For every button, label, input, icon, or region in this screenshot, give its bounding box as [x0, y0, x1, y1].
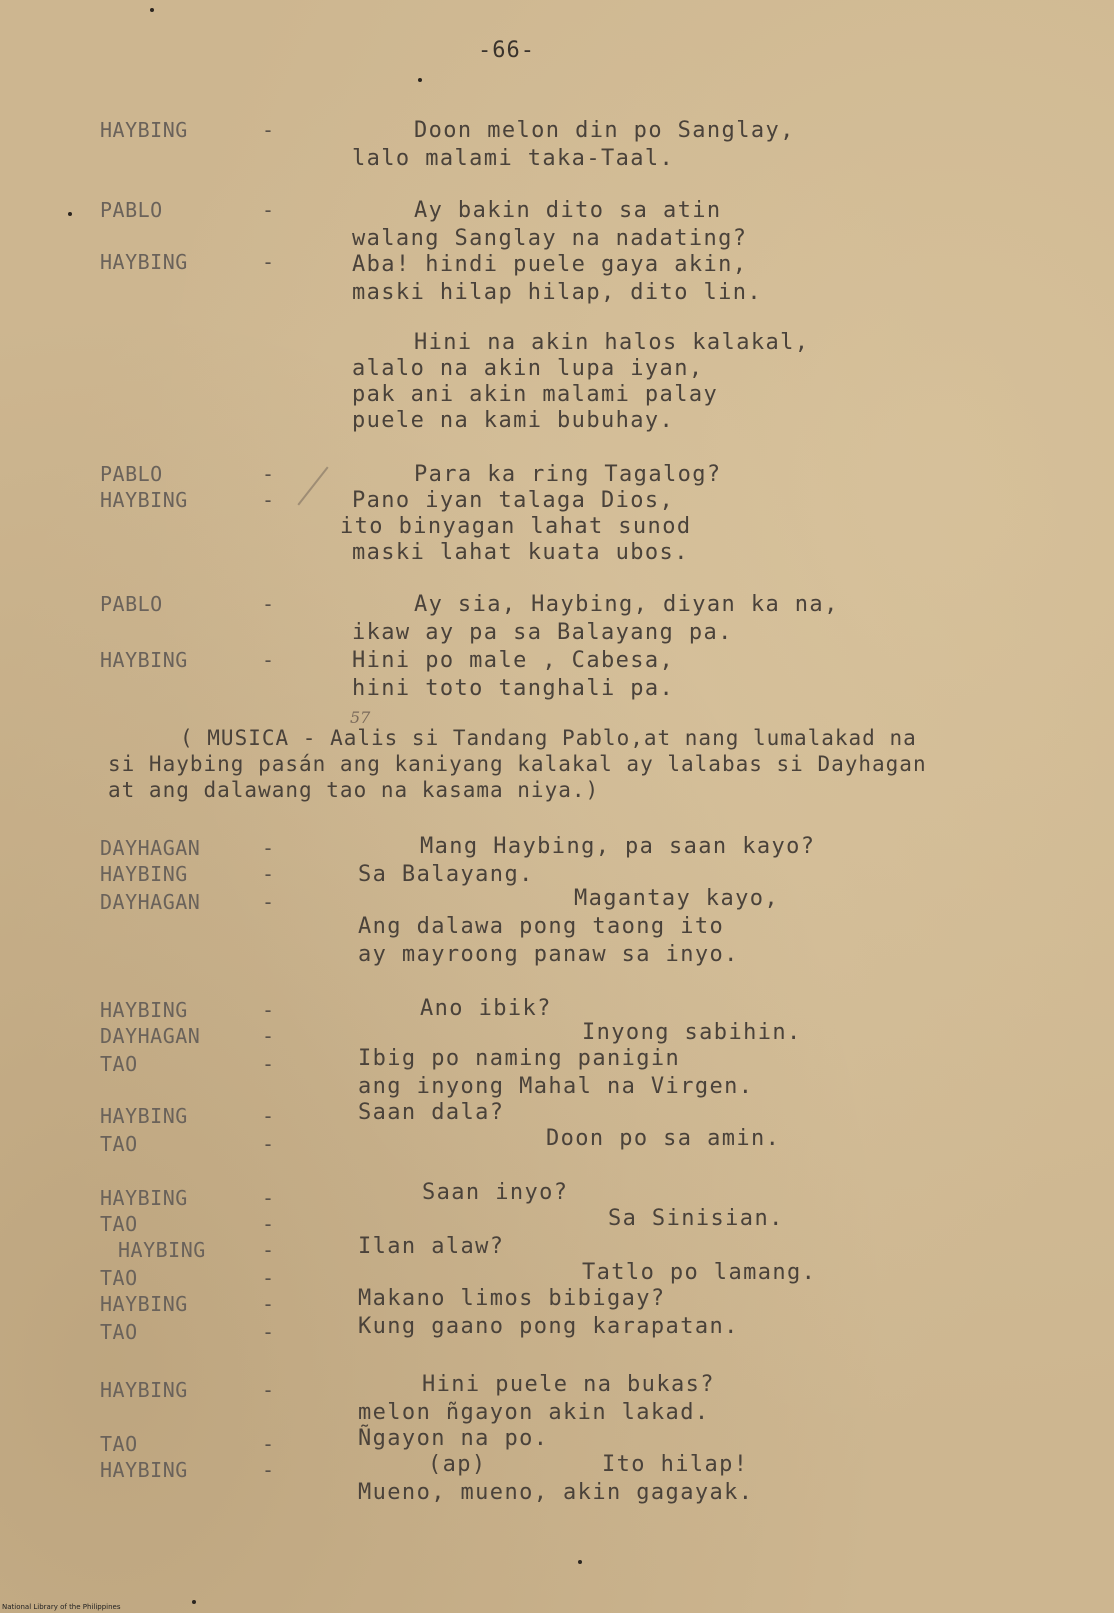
dialogue-line: Ay sia, Haybing, diyan ka na, [414, 592, 839, 617]
dialogue-dash: - [262, 1186, 275, 1210]
dialogue-line: maski hilap hilap, dito lin. [352, 280, 763, 305]
dialogue-line: puele na kami bubuhay. [352, 408, 675, 433]
dialogue-line: walang Sanglay na nadating? [352, 226, 748, 251]
dialogue-line: ito binyagan lahat sunod [340, 514, 692, 539]
stage-direction-line: si Haybing pasán ang kaniyang kalakal ay lalabas si Dayhagan [108, 752, 927, 776]
speaker-label: PABLO [100, 462, 163, 486]
dialogue-line: Saan inyo? [422, 1180, 569, 1205]
dialogue-line: Ñgayon na po. [358, 1426, 549, 1451]
speaker-label: HAYBING [100, 1292, 188, 1316]
dialogue-line: Hini na akin halos kalakal, [414, 330, 810, 355]
dialogue-line: Hini puele na bukas? [422, 1372, 715, 1397]
handwritten-note: 57 [350, 708, 371, 727]
dialogue-line: Ang dalawa pong taong ito [358, 914, 725, 939]
speaker-label: TAO [100, 1052, 138, 1076]
dialogue-dash: - [262, 1458, 275, 1482]
dialogue-line: maski lahat kuata ubos. [352, 540, 689, 565]
speaker-label: TAO [100, 1132, 138, 1156]
speaker-label: TAO [100, 1320, 138, 1344]
dialogue-dash: - [262, 118, 275, 142]
dialogue-line: Ano ibik? [420, 996, 552, 1021]
dialogue-line: Aba! hindi puele gaya akin, [352, 252, 748, 277]
dialogue-dash: - [262, 998, 275, 1022]
dialogue-dash: - [262, 1212, 275, 1236]
dialogue-dash: - [262, 1024, 275, 1048]
dialogue-line: ang inyong Mahal na Virgen. [358, 1074, 754, 1099]
paper-speck [578, 1560, 582, 1564]
speaker-label: DAYHAGAN [100, 890, 201, 914]
speaker-label: HAYBING [100, 1458, 188, 1482]
page-number: -66- [478, 38, 535, 63]
dialogue-line: Makano limos bibigay? [358, 1286, 666, 1311]
dialogue-line: hini toto tanghali pa. [352, 676, 675, 701]
dialogue-line: Kung gaano pong karapatan. [358, 1314, 739, 1339]
dialogue-line: Ilan alaw? [358, 1234, 505, 1259]
dialogue-dash: - [262, 1432, 275, 1456]
dialogue-dash: - [262, 1292, 275, 1316]
dialogue-line: Ay bakin dito sa atin [414, 198, 722, 223]
speaker-label: TAO [100, 1432, 138, 1456]
speaker-label: HAYBING [100, 1186, 188, 1210]
speaker-label: TAO [100, 1212, 138, 1236]
dialogue-line: melon ñgayon akin lakad. [358, 1400, 710, 1425]
paper-speck [418, 78, 422, 82]
speaker-label: DAYHAGAN [100, 1024, 201, 1048]
dialogue-line: Saan dala? [358, 1100, 505, 1125]
dialogue-line: ay mayroong panaw sa inyo. [358, 942, 739, 967]
dialogue-line: Doon melon din po Sanglay, [414, 118, 795, 143]
speaker-label: HAYBING [100, 648, 188, 672]
dialogue-line: lalo malami taka-Taal. [352, 146, 675, 171]
speaker-label: HAYBING [118, 1238, 206, 1262]
dialogue-dash: - [262, 1238, 275, 1262]
dialogue-dash: - [262, 862, 275, 886]
dialogue-line: Magantay kayo, [574, 886, 780, 911]
dialogue-dash: - [262, 1132, 275, 1156]
dialogue-line: Sa Sinisian. [608, 1206, 784, 1231]
speaker-label: DAYHAGAN [100, 836, 201, 860]
dialogue-dash: - [262, 488, 275, 512]
dialogue-dash: - [262, 250, 275, 274]
dialogue-dash: - [262, 648, 275, 672]
speaker-label: HAYBING [100, 862, 188, 886]
dialogue-dash: - [262, 198, 275, 222]
dialogue-dash: - [262, 1104, 275, 1128]
dialogue-dash: - [262, 1378, 275, 1402]
footer-credit: National Library of the Philippines [2, 1603, 121, 1611]
paper-speck [150, 8, 154, 12]
dialogue-line: Pano iyan talaga Dios, [352, 488, 675, 513]
stage-direction-line: ( MUSICA - Aalis si Tandang Pablo,at nang lumalakad na [180, 726, 917, 750]
dialogue-line: alalo na akin lupa iyan, [352, 356, 704, 381]
dialogue-line: Inyong sabihin. [582, 1020, 802, 1045]
dialogue-line: Ibig po naming panigin [358, 1046, 681, 1071]
dialogue-line: Ito hilap! [602, 1452, 749, 1477]
pencil-mark [297, 466, 328, 505]
speaker-label: TAO [100, 1266, 138, 1290]
dialogue-line: Tatlo po lamang. [582, 1260, 817, 1285]
dialogue-line: (ap) [428, 1452, 487, 1477]
dialogue-dash: - [262, 890, 275, 914]
dialogue-line: pak ani akin malami palay [352, 382, 719, 407]
speaker-label: HAYBING [100, 488, 188, 512]
speaker-label: HAYBING [100, 1378, 188, 1402]
dialogue-line: Para ka ring Tagalog? [414, 462, 722, 487]
speaker-label: HAYBING [100, 1104, 188, 1128]
dialogue-line: Doon po sa amin. [546, 1126, 781, 1151]
speaker-label: HAYBING [100, 998, 188, 1022]
stage-direction-line: at ang dalawang tao na kasama niya.) [108, 778, 600, 802]
dialogue-line: Sa Balayang. [358, 862, 534, 887]
paper-speck [68, 212, 72, 216]
dialogue-dash: - [262, 462, 275, 486]
dialogue-line: Mueno, mueno, akin gagayak. [358, 1480, 754, 1505]
speaker-label: PABLO [100, 198, 163, 222]
dialogue-dash: - [262, 592, 275, 616]
dialogue-dash: - [262, 836, 275, 860]
dialogue-dash: - [262, 1266, 275, 1290]
dialogue-line: Mang Haybing, pa saan kayo? [420, 834, 816, 859]
speaker-label: PABLO [100, 592, 163, 616]
dialogue-line: Hini po male , Cabesa, [352, 648, 675, 673]
speaker-label: HAYBING [100, 250, 188, 274]
paper-speck [192, 1600, 196, 1604]
dialogue-dash: - [262, 1320, 275, 1344]
dialogue-dash: - [262, 1052, 275, 1076]
dialogue-line: ikaw ay pa sa Balayang pa. [352, 620, 733, 645]
speaker-label: HAYBING [100, 118, 188, 142]
